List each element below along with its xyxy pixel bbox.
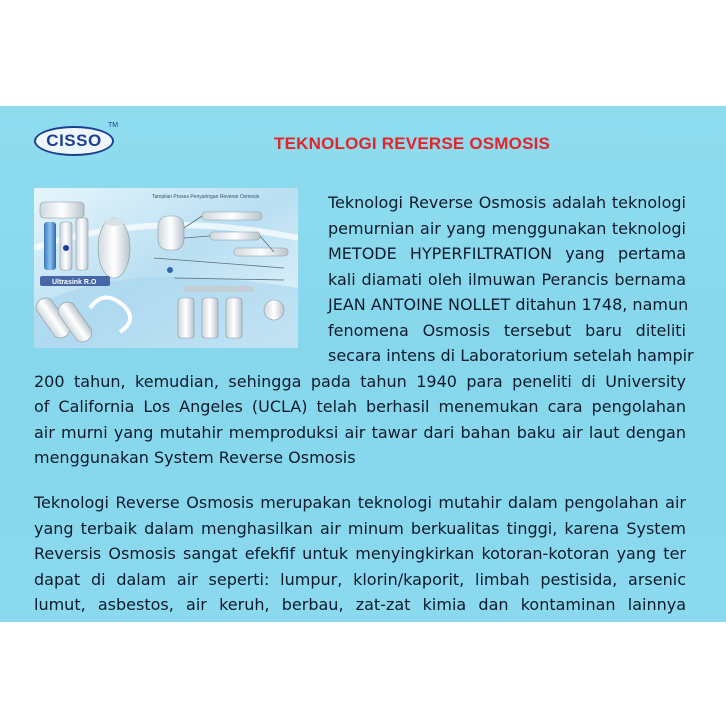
cisso-logo xyxy=(34,126,114,156)
paragraph-2-line: lumut, asbestos, air keruh, berbau, zat-zat kimia dan kontaminan lainnya xyxy=(34,595,686,614)
paragraph-1-line: menggunakan System Reverse Osmosis xyxy=(34,448,356,467)
paragraph-1-line: pemurnian air yang menggunakan teknologi xyxy=(328,218,686,238)
paragraph-1-line: Teknologi Reverse Osmosis adalah teknologi xyxy=(328,193,686,212)
paragraph-1-line: air murni yang mutahir memproduksi air tawar dari bahan baku air laut dengan xyxy=(34,422,686,442)
paragraph-1-line: METODE HYPERFILTRATION yang pertama xyxy=(328,244,686,263)
paragraph-2-line: Reversis Osmosis sangat efekfif untuk menyingkirkan kotoran-kotoran yang ter xyxy=(34,544,686,563)
paragraph-1-line: 200 tahun, kemudian, sehingga pada tahun 1940 para peneliti di University xyxy=(34,371,686,391)
paragraph-2-line: dapat di dalam air seperti: lumpur, klorin/kaporit, limbah pestisida, arsenic xyxy=(34,569,686,589)
paragraph-2 xyxy=(34,490,686,618)
paragraph-2-line: Teknologi Reverse Osmosis merupakan teknologi mutahir dalam pengolahan air xyxy=(34,493,686,512)
trademark-mark: TM xyxy=(108,122,119,129)
unit-label: Ultrasink R.O xyxy=(52,279,97,286)
paragraph-1-line: kali diamati oleh ilmuwan Perancis bernama xyxy=(328,269,686,289)
paragraph-1-line: secara intens di Laboratorium setelah hampir xyxy=(328,346,694,365)
diagram-caption: Tampilan Proses Penyaringan Reverse Osmosis xyxy=(152,194,260,200)
paragraph-2-line: yang terbaik dalam menghasilkan air minum berkualitas tinggi, karena System xyxy=(34,518,686,538)
logo-text: CISSO xyxy=(46,131,102,150)
paragraph-1 xyxy=(34,190,694,471)
paragraph-1-line: of California Los Angeles (UCLA) telah berhasil menemukan cara pengolahan xyxy=(34,397,686,416)
info-card xyxy=(0,106,726,622)
page-title: TEKNOLOGI REVERSE OSMOSIS xyxy=(274,134,551,153)
paragraph-1-line: fenomena Osmosis tersebut baru diteliti xyxy=(328,320,686,340)
paragraph-1-line: JEAN ANTOINE NOLLET ditahun 1748, namun xyxy=(328,295,689,314)
